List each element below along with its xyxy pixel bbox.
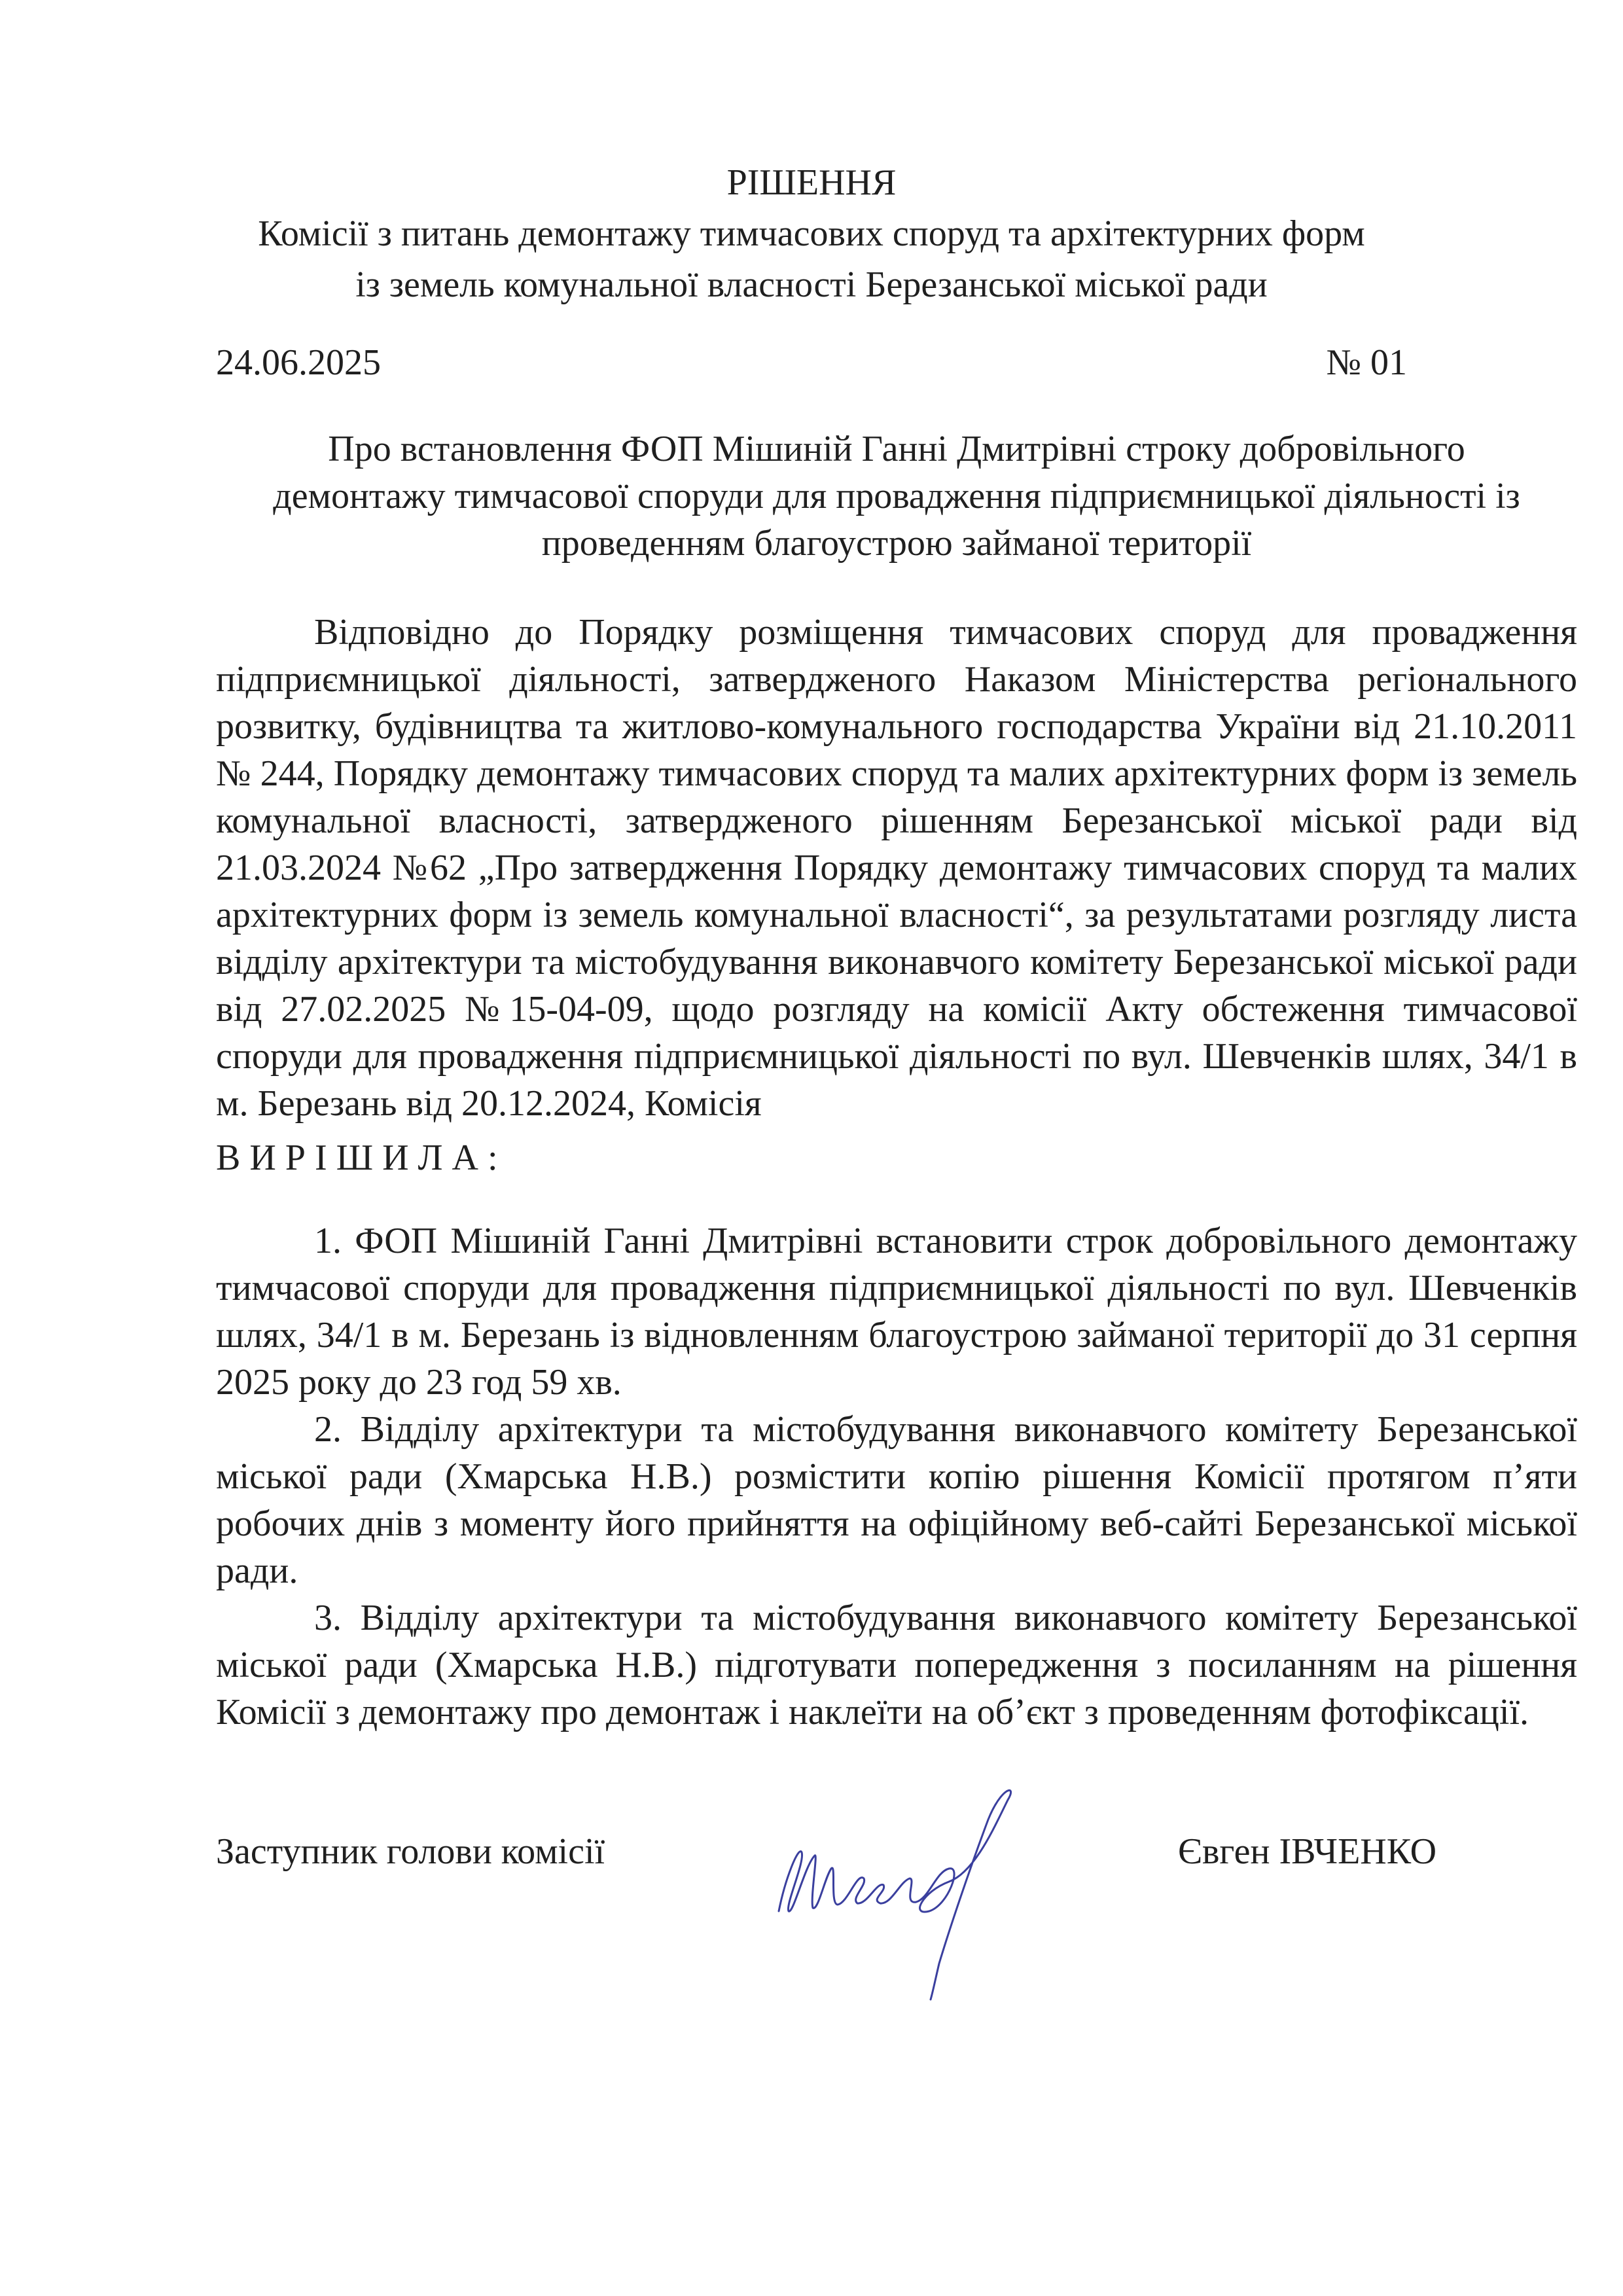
commission-name-line-2: із земель комунальної власності Березанської міської ради xyxy=(355,264,1268,305)
subject-line-3: проведенням благоустрою займаної території xyxy=(541,523,1252,564)
handwritten-signature xyxy=(753,1748,1106,2022)
signatory-role: Заступник голови комісії xyxy=(216,1831,605,1872)
subject-line-1: Про встановлення ФОП Мішиній Ганні Дмитрівні строку добровільного xyxy=(328,429,1465,469)
document-header xyxy=(0,157,1623,310)
decision-item-1: 1. ФОП Мішиній Ганні Дмитрівні встановити строк добровільного демонтажу тимчасової споруди для провадження підприємницької діяльності по вул. Шевченків шлях, 34/1 в м. Березань із відновленням благоустрою займаної території до 31 серпня 2025 року до 23 год 59 хв. xyxy=(216,1221,1577,1403)
decided-label: ВИРІШИЛА: xyxy=(216,1138,507,1178)
preamble-paragraph: Відповідно до Порядку розміщення тимчасових споруд для провадження підприємницької діяльності, затвердженого Наказом Міністерства регіонального розвитку, будівництва та житлово-комунального господарства України від 21.10.2011 № 244, Порядку демонтажу тимчасових споруд та малих архітектурних форм із земель комунальної власності, затвердженого рішенням Березанської міської ради від 21.03.2024 №62 „Про затвердження Порядку демонтажу тимчасових споруд та малих архітектурних форм із земель комунальної власності“, за результатами розгляду листа відділу архітектури та містобудування виконавчого комітету Березанської міської ради від 27.02.2025 №15-04-09, щодо розгляду на комісії Акту обстеження тимчасової споруди для провадження підприємницької діяльності по вул. Шевченків шлях, 34/1 в м. Березань від 20.12.2024, Комісія xyxy=(216,612,1577,1124)
commission-name-line-1: Комісії з питань демонтажу тимчасових споруд та архітектурних форм xyxy=(258,213,1365,254)
document-title: РІШЕННЯ xyxy=(726,162,897,203)
document-subject xyxy=(216,425,1577,567)
document-date: 24.06.2025 xyxy=(216,342,381,383)
decision-item-3: 3. Відділу архітектури та містобудування виконавчого комітету Березанської міської ради (Хмарська Н.В.) підготувати попередження з посиланням на рішення Комісії з демонтажу про демонтаж і наклеїти на об’єкт з проведенням фотофіксації. xyxy=(216,1598,1577,1732)
subject-line-2: демонтажу тимчасової споруди для провадження підприємницької діяльності із xyxy=(273,476,1520,516)
decision-items xyxy=(216,1217,1577,1736)
signatory-name: Євген ІВЧЕНКО xyxy=(1178,1831,1437,1872)
document-number: № 01 xyxy=(1326,342,1407,383)
decision-item-2: 2. Відділу архітектури та містобудування виконавчого комітету Березанської міської ради (Хмарська Н.В.) розмістити копію рішення Комісії протягом п’яти робочих днів з моменту його прийняття на офіційному веб-сайті Березанської міської ради. xyxy=(216,1409,1577,1591)
